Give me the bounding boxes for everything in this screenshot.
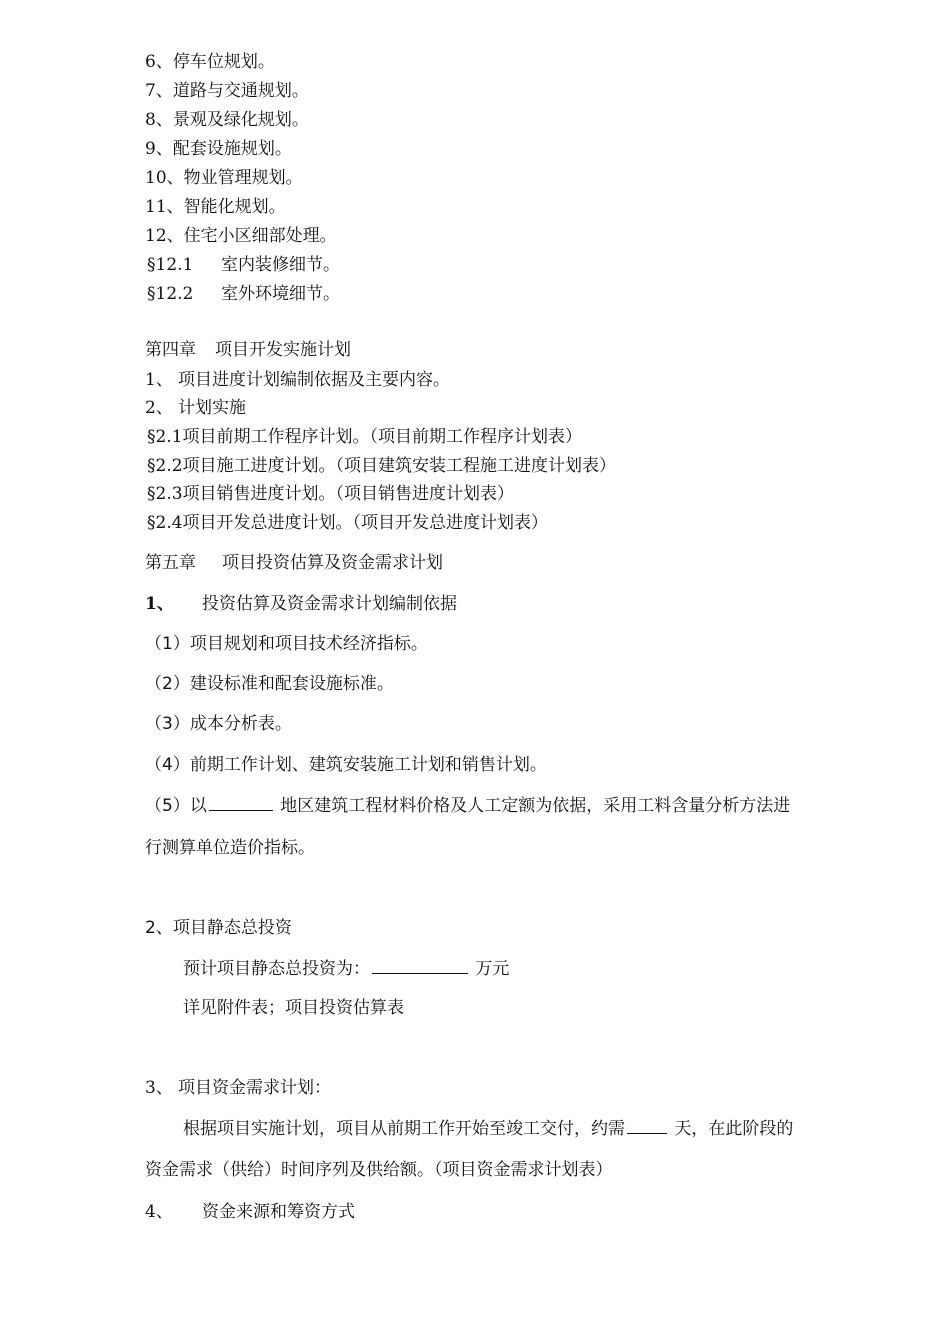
section-number: 3、	[145, 1078, 173, 1098]
basis-item: （4）前期工作计划、建筑安装施工计划和销售计划。	[145, 755, 547, 775]
paragraph-continuation: 资金需求（供给）时间序列及供给额。（项目资金需求计划表）	[145, 1160, 613, 1180]
section-heading	[145, 1201, 355, 1223]
paragraph: 详见附件表；项目投资估算表	[183, 998, 404, 1018]
sub-item	[147, 512, 548, 534]
item-text: 住宅小区细部处理。	[183, 226, 337, 246]
chapter-title: 项目开发实施计划	[215, 340, 351, 360]
paragraph-text: 根据项目实施计划，项目从前期工作开始至竣工交付，约需	[183, 1119, 625, 1139]
chapter-number: 第四章	[145, 340, 196, 360]
chapter-heading	[145, 339, 351, 361]
item-text: 物业管理规划。	[183, 168, 303, 188]
item-number: 6、	[145, 52, 173, 72]
section-number: 4、	[145, 1202, 173, 1222]
sub-text: 项目前期工作程序计划。（项目前期工作程序计划表）	[182, 427, 583, 447]
section-title: 投资估算及资金需求计划编制依据	[202, 594, 457, 614]
basis-item: （3）成本分析表。	[145, 714, 292, 734]
basis-item: （1）项目规划和项目技术经济指标。	[145, 634, 428, 654]
sub-number: §2.3	[147, 484, 183, 504]
item-text: 道路与交通规划。	[172, 81, 309, 101]
item-text: 停车位规划。	[172, 52, 275, 72]
section-heading	[145, 593, 457, 615]
basis-item	[145, 794, 790, 817]
item-text: 项目进度计划编制依据及主要内容。	[178, 370, 450, 390]
item-number: 10、	[145, 168, 184, 188]
section-heading: 2、项目静态总投资	[145, 918, 292, 938]
sub-item	[147, 426, 582, 448]
section-heading	[145, 1077, 331, 1099]
basis-item-continuation: 行测算单位造价指标。	[145, 838, 315, 858]
chapter-title: 项目投资估算及资金需求计划	[222, 553, 443, 573]
item-number: 9、	[145, 139, 173, 159]
sub-number: §12.2	[147, 284, 194, 304]
list-item	[145, 109, 309, 131]
sub-number: §2.1	[147, 427, 183, 447]
investment-blank	[372, 957, 468, 974]
sub-number: §2.2	[147, 456, 183, 476]
investment-unit: 万元	[475, 959, 510, 979]
sub-text: 项目开发总进度计划。（项目开发总进度计划表）	[182, 513, 549, 533]
item-number: 12、	[145, 226, 184, 246]
item-text: 配套设施规划。	[172, 139, 292, 159]
investment-label: 预计项目静态总投资为：	[183, 959, 370, 979]
section-title: 项目资金需求计划：	[178, 1078, 331, 1098]
list-item	[145, 80, 309, 102]
item-text: 智能化规划。	[183, 197, 286, 217]
sub-number: §12.1	[147, 255, 194, 275]
sub-item	[147, 254, 340, 276]
item-number: 8、	[145, 110, 173, 130]
sub-text: 室外环境细节。	[221, 284, 340, 304]
chapter-heading	[145, 552, 443, 574]
sub-number: §2.4	[147, 513, 183, 533]
list-item	[145, 369, 450, 391]
list-item	[145, 167, 303, 189]
region-blank	[209, 794, 273, 811]
item-text: 景观及绿化规划。	[172, 110, 309, 130]
sub-text: 项目施工进度计划。（项目建筑安装工程施工进度计划表）	[182, 456, 617, 476]
list-item	[145, 138, 292, 160]
list-item	[145, 196, 286, 218]
list-item	[145, 397, 246, 419]
sub-item	[147, 483, 514, 505]
item-number: 7、	[145, 81, 173, 101]
paragraph	[183, 957, 509, 980]
basis-text-start: （5）以	[145, 796, 207, 816]
sub-text: 项目销售进度计划。（项目销售进度计划表）	[182, 484, 515, 504]
item-number: 2、	[145, 398, 173, 418]
paragraph-text-rest: 天，在此阶段的	[674, 1119, 794, 1139]
sub-item	[147, 455, 616, 477]
item-number: 11、	[145, 197, 184, 217]
sub-item	[147, 283, 340, 305]
basis-text-rest: 地区建筑工程材料价格及人工定额为依据，采用工料含量分析方法进	[280, 796, 791, 816]
days-blank	[627, 1117, 667, 1134]
section-number: 1、	[145, 594, 174, 614]
section-title: 资金来源和筹资方式	[202, 1202, 355, 1222]
basis-item: （2）建设标准和配套设施标准。	[145, 674, 394, 694]
item-number: 1、	[145, 370, 173, 390]
sub-text: 室内装修细节。	[221, 255, 340, 275]
item-text: 计划实施	[178, 398, 246, 418]
chapter-number: 第五章	[145, 553, 196, 573]
paragraph	[183, 1117, 793, 1140]
list-item	[145, 51, 275, 73]
list-item	[145, 225, 337, 247]
